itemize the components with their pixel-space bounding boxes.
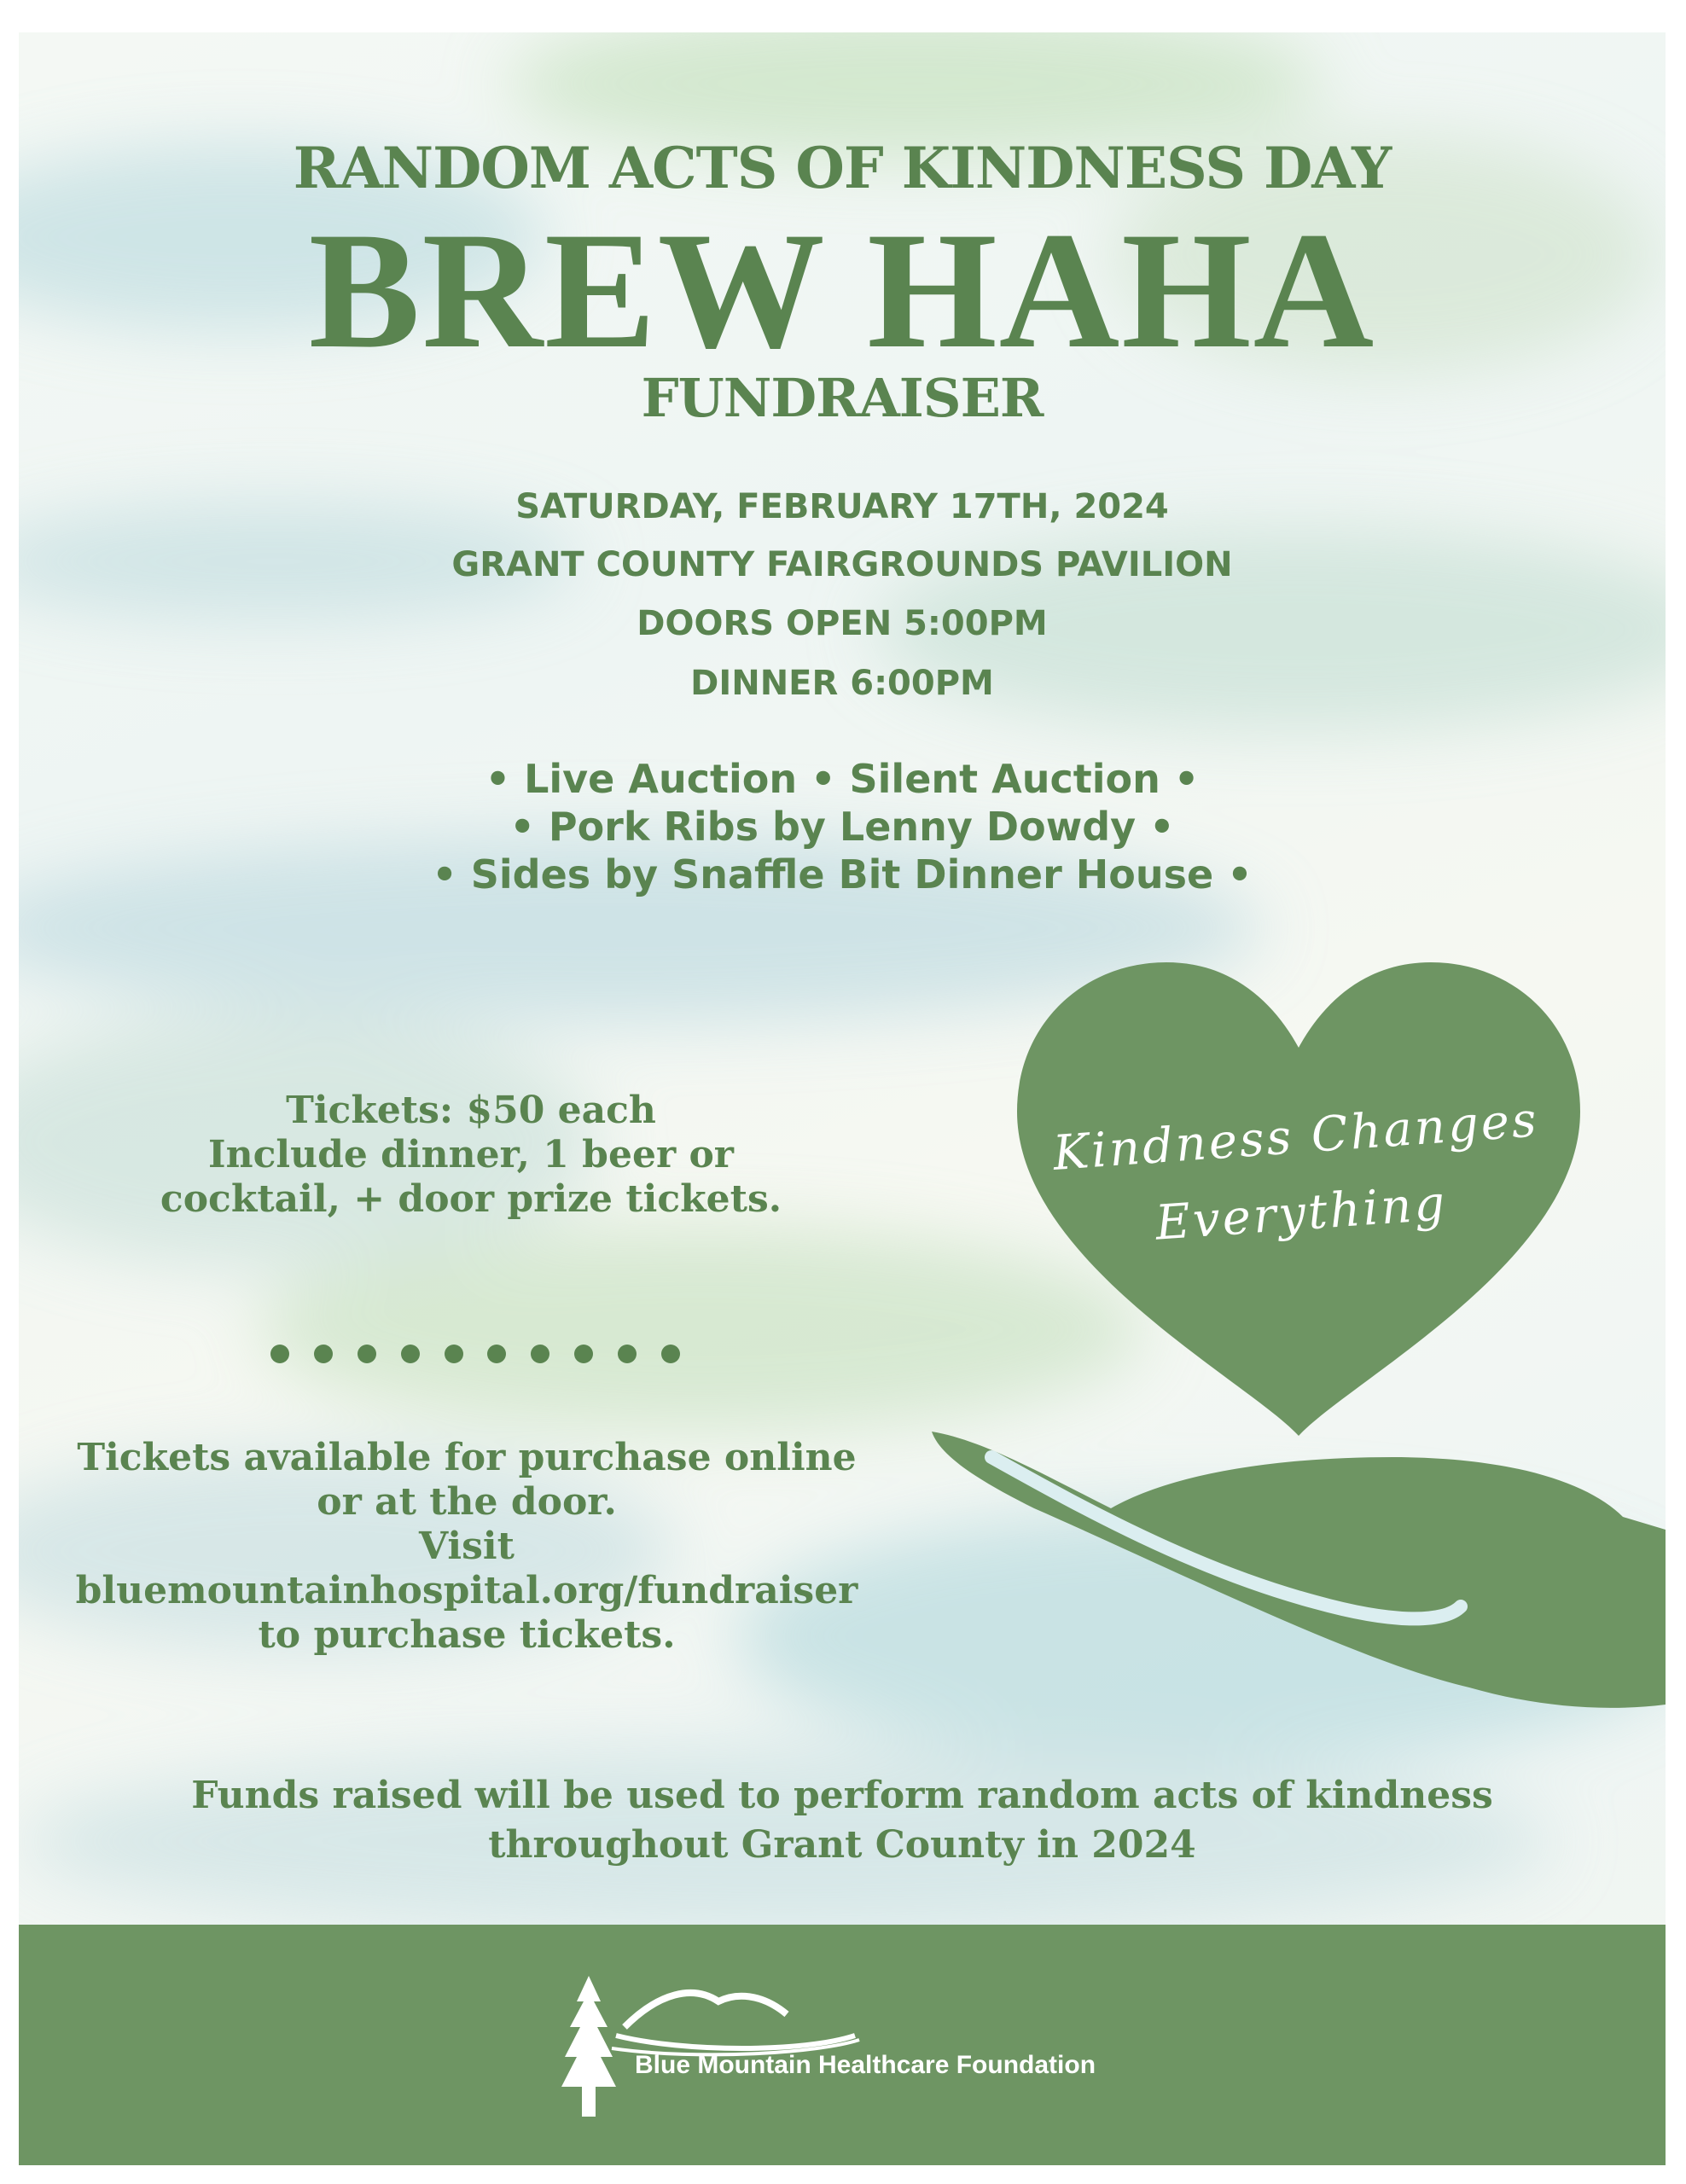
event-title: BREW HAHA — [308, 198, 1376, 383]
highlight-pork-ribs: • Pork Ribs by Lenny Dowdy • — [509, 804, 1175, 850]
divider-dot — [487, 1345, 506, 1363]
ticket-info — [130, 1089, 812, 1222]
ticket-price: Tickets: $50 each — [286, 1089, 656, 1132]
heart-slogan-line2: Everything — [1154, 1176, 1450, 1252]
divider-dot — [618, 1345, 637, 1363]
divider-dot — [445, 1345, 463, 1363]
ticket-includes-line2: cocktail, + door prize tickets. — [160, 1177, 782, 1221]
divider-dot — [531, 1345, 549, 1363]
funds-line1: Funds raised will be used to perform random acts of kindness — [191, 1774, 1493, 1817]
event-venue: GRANT COUNTY FAIRGROUNDS PAVILION — [451, 545, 1233, 584]
purchase-info — [61, 1436, 872, 1658]
divider-dot — [401, 1345, 420, 1363]
purchase-line5: to purchase tickets. — [258, 1613, 676, 1657]
organization-name: Blue Mountain Healthcare Foundation — [635, 2051, 1096, 2079]
event-subtitle: FUNDRAISER — [641, 367, 1044, 429]
event-date: SATURDAY, FEBRUARY 17TH, 2024 — [515, 487, 1169, 526]
purchase-line1: Tickets available for purchase online — [77, 1436, 857, 1479]
ticket-includes-line1: Include dinner, 1 beer or — [208, 1133, 734, 1176]
purchase-line3: Visit — [419, 1525, 515, 1568]
funds-line2: throughout Grant County in 2024 — [488, 1823, 1196, 1867]
divider-dot — [661, 1345, 680, 1363]
highlight-sides: • Sides by Snaffle Bit Dinner House • — [432, 851, 1253, 897]
heart-slogan-line1: Kindness Changes — [1051, 1092, 1541, 1182]
funds-statement — [19, 1771, 1666, 1870]
divider-dot — [270, 1345, 289, 1363]
highlight-auctions: • Live Auction • Silent Auction • — [485, 756, 1200, 802]
purchase-url: bluemountainhospital.org/fundraiser — [75, 1569, 858, 1612]
event-kicker: RANDOM ACTS OF KINDNESS DAY — [293, 135, 1392, 201]
flyer — [19, 32, 1666, 2165]
doors-open-time: DOORS OPEN 5:00PM — [637, 604, 1048, 643]
footer-band — [19, 1925, 1666, 2165]
divider-dot — [314, 1345, 333, 1363]
purchase-line2: or at the door. — [317, 1480, 617, 1524]
divider-dot — [358, 1345, 376, 1363]
open-hand-icon — [915, 1423, 1666, 1747]
dinner-time: DINNER 6:00PM — [690, 664, 994, 703]
divider-dot — [574, 1345, 593, 1363]
dot-divider — [270, 1345, 680, 1368]
